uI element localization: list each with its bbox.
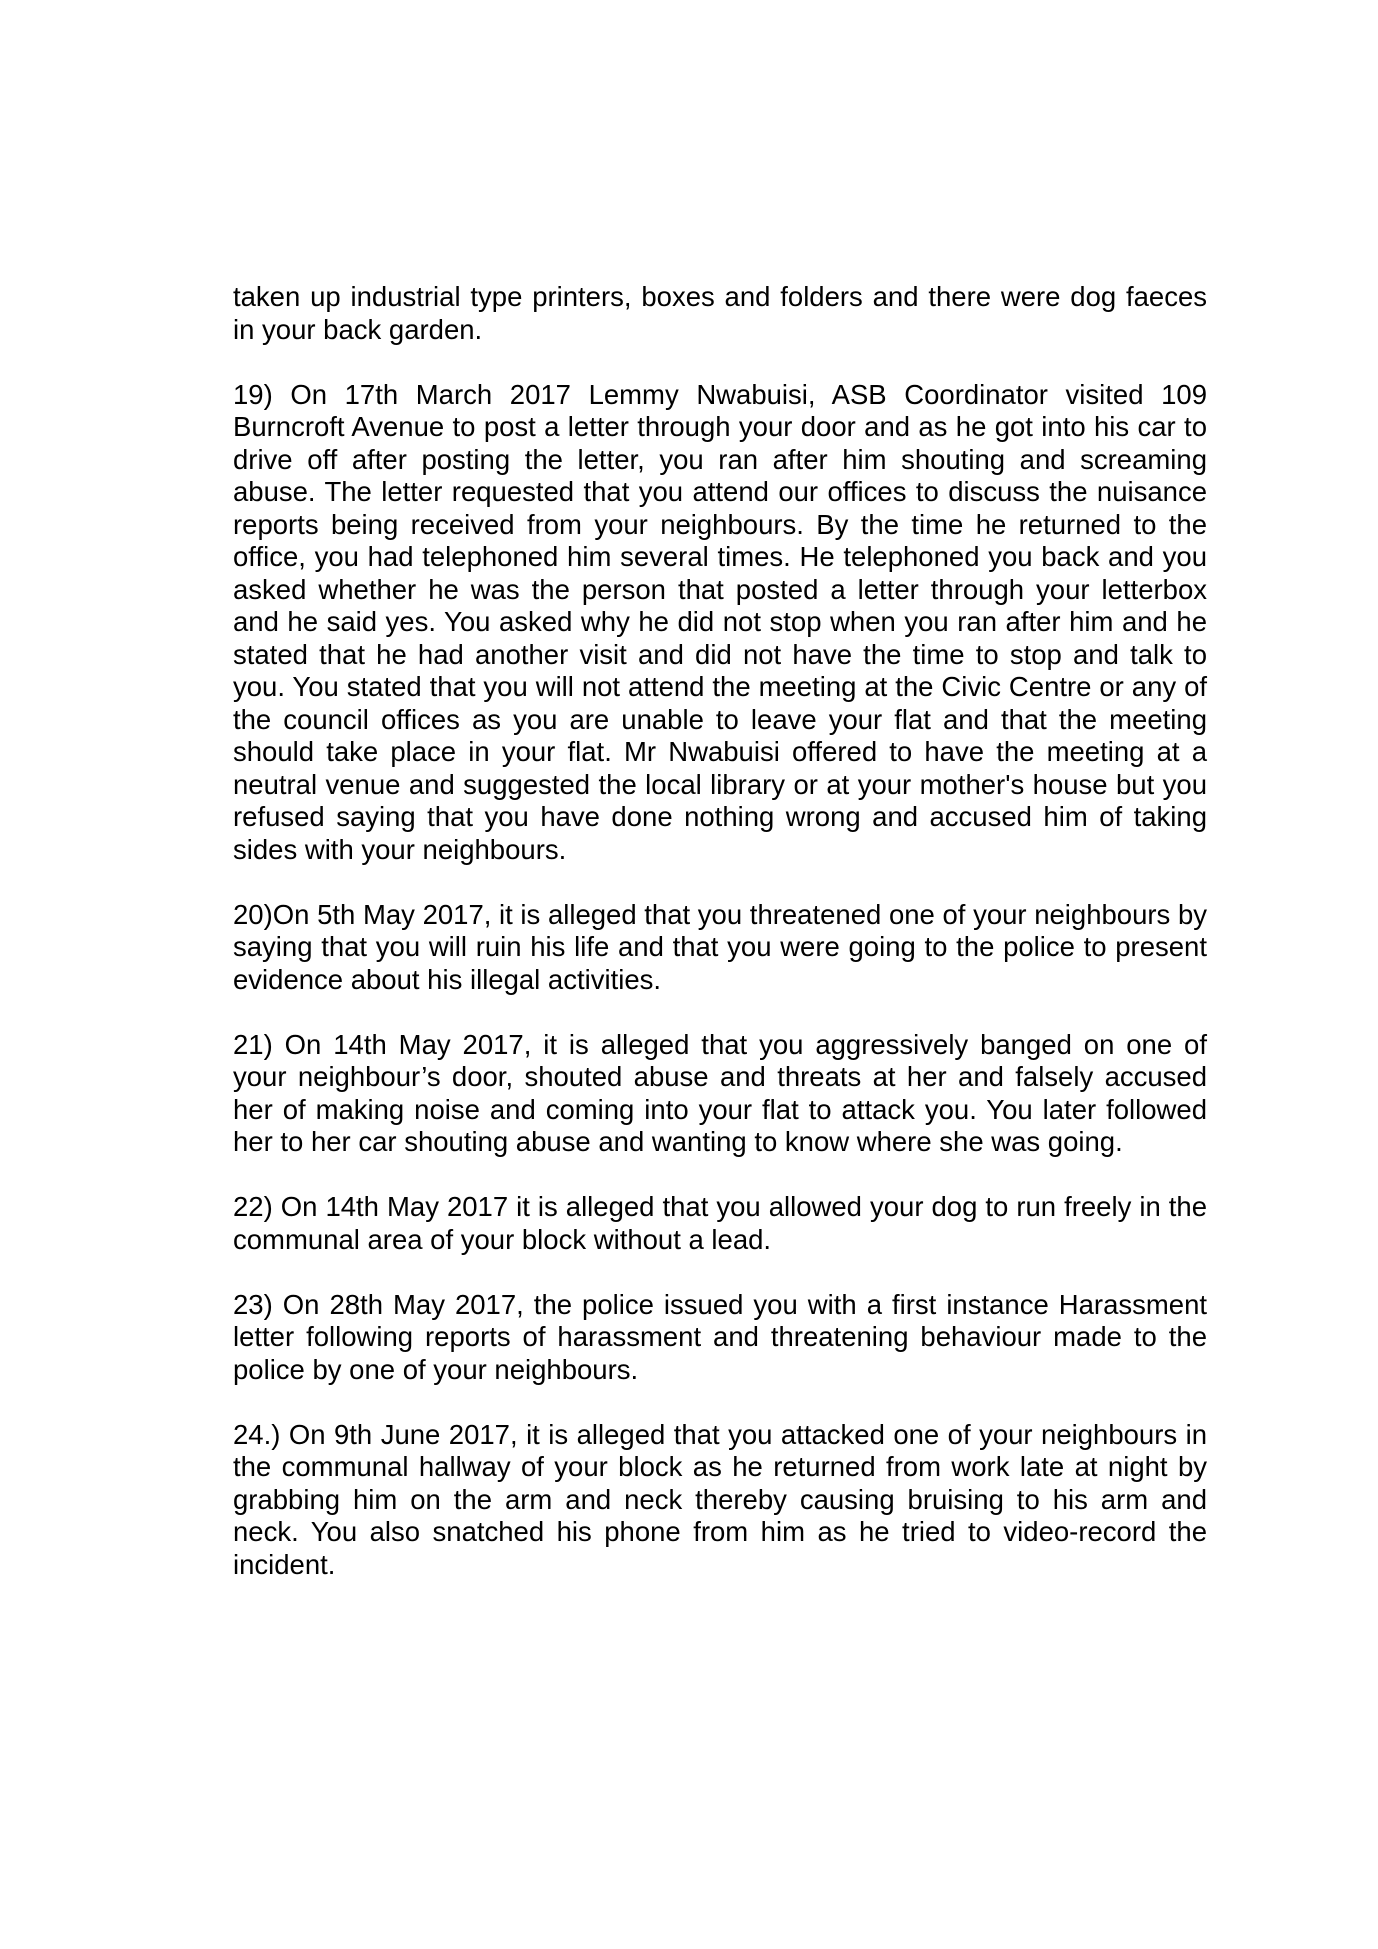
paragraph-item-20: 20)On 5th May 2017, it is alleged that you threatened one of your neighbours by saying that you will ruin his life and that you were going to the police to present evidence about his illegal activities. <box>233 898 1207 995</box>
paragraph-item-23: 23) On 28th May 2017, the police issued you with a first instance Harassment letter following reports of harassment and threatening behaviour made to the police by one of your neighbours. <box>233 1288 1207 1385</box>
paragraph-item-24: 24.) On 9th June 2017, it is alleged that you attacked one of your neighbours in the communal hallway of your block as he returned from work late at night by grabbing him on the arm and neck thereby causing bruising to his arm and neck. You also snatched his phone from him as he tried to video-record the incident. <box>233 1418 1207 1580</box>
paragraph-item-19: 19) On 17th March 2017 Lemmy Nwabuisi, ASB Coordinator visited 109 Burncroft Avenue to post a letter through your door and as he got into his car to drive off after posting the letter, you ran after him shouting and screaming abuse. The letter requested that you attend our offices to discuss the nuisance reports being received from your neighbours. By the time he returned to the office, you had telephoned him several times. He telephoned you back and you asked whether he was the person that posted a letter through your letterbox and he said yes. You asked why he did not stop when you ran after him and he stated that he had another visit and did not have the time to stop and talk to you. You stated that you will not attend the meeting at the Civic Centre or any of the council offices as you are unable to leave your flat and that the meeting should take place in your flat. Mr Nwabuisi offered to have the meeting at a neutral venue and suggested the local library or at your mother's house but you refused saying that you have done nothing wrong and accused him of taking sides with your neighbours. <box>233 378 1207 865</box>
paragraph-item-21: 21) On 14th May 2017, it is alleged that you aggressively banged on one of your neighbour’s door, shouted abuse and threats at her and falsely accused her of making noise and coming into your flat to attack you. You later followed her to her car shouting abuse and wanting to know where she was going. <box>233 1028 1207 1157</box>
paragraph-item-22: 22) On 14th May 2017 it is alleged that you allowed your dog to run freely in the communal area of your block without a lead. <box>233 1191 1207 1255</box>
document-text-block <box>233 281 1207 1581</box>
paragraph-continuation: taken up industrial type printers, boxes and folders and there were dog faeces in your back garden. <box>233 281 1207 345</box>
